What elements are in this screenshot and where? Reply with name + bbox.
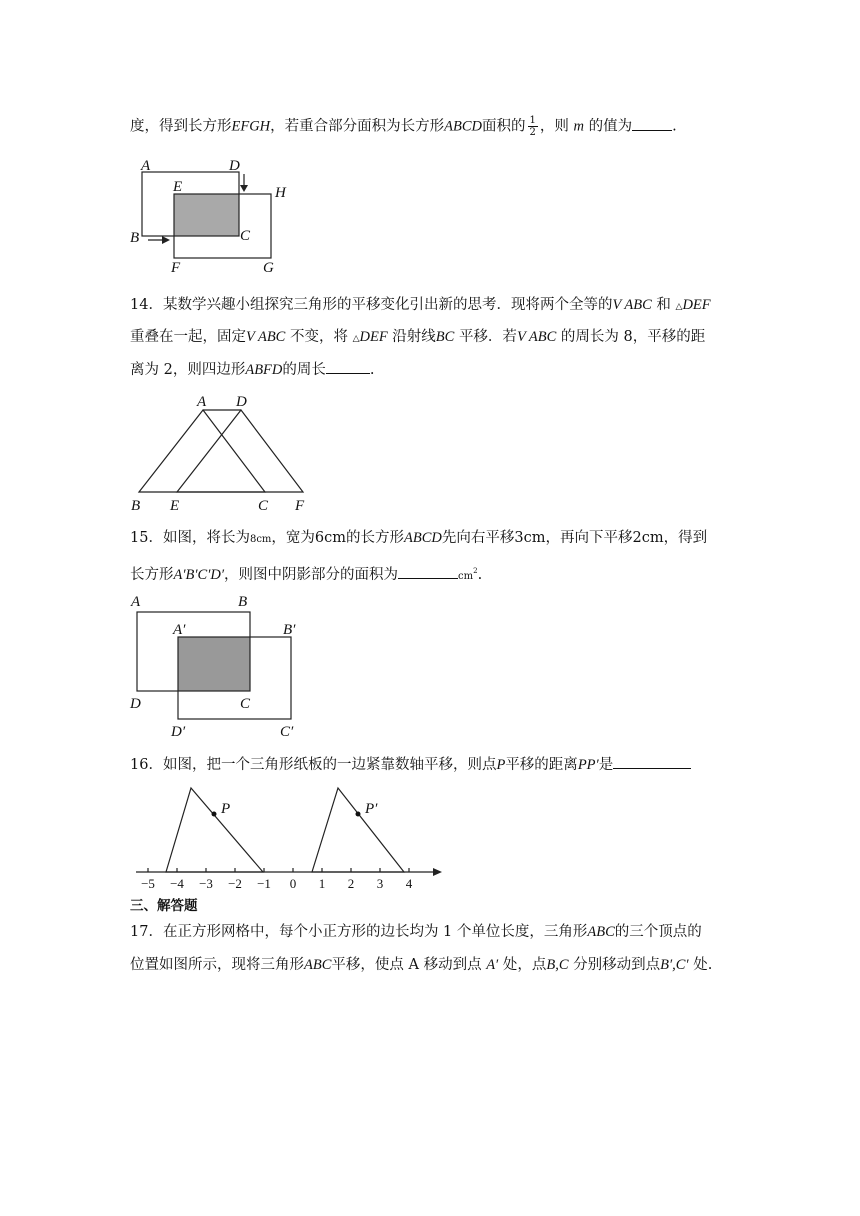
shift-down-value: 2cm [632, 530, 664, 546]
q14-figure [125, 388, 325, 518]
tick-label: 0 [289, 876, 297, 891]
point-p [212, 812, 217, 817]
tick-label: 4 [405, 876, 413, 891]
var-abcd: ABCD [444, 118, 483, 135]
q14-l2-e: 的周长为 8，平移的距 [560, 329, 706, 345]
q14-line-3 [130, 359, 375, 380]
axis-arrowhead-icon [433, 868, 442, 876]
q14-line-2 [130, 327, 705, 349]
triangle-symbol-icon: △ [675, 302, 683, 312]
triangle-def [177, 410, 303, 492]
var-abcd-prime: A′B′C′D′ [173, 566, 225, 583]
label-c: C [258, 498, 269, 514]
q16-figure [130, 782, 450, 892]
q17-l2-d: 分别移动到点 [573, 957, 661, 973]
var-b-c: B,C [546, 957, 569, 973]
var-pp-prime: PP′ [577, 757, 599, 773]
label-f: F [171, 260, 181, 276]
q13-text-c: 面积的 [482, 118, 526, 135]
q15-figure [125, 588, 325, 748]
section-heading: 三、解答题 [130, 898, 198, 914]
label-d: D [130, 696, 141, 712]
q17-l2-e: 处. [693, 957, 713, 973]
q15-line-2 [130, 561, 482, 587]
q17-l1-b: 的三个顶点的 [614, 924, 702, 940]
point-p-prime [356, 812, 361, 817]
answer-blank-15[interactable] [398, 564, 458, 579]
q15-l1-d: 先向右平移 [441, 530, 515, 546]
q15-l2-a: 长方形 [130, 566, 174, 583]
width-value: 6cm [314, 530, 347, 546]
var-p: P [496, 757, 506, 773]
label-a: A [131, 594, 141, 610]
label-p: P [221, 801, 231, 817]
label-a-prime: A′ [173, 622, 186, 638]
label-f: F [295, 498, 305, 514]
q13-figure [120, 150, 300, 280]
label-h: H [275, 185, 286, 201]
overlap-shaded-region [174, 194, 239, 236]
q17-line-1 [130, 922, 702, 942]
shift-right-value: 3cm [514, 530, 546, 546]
label-b: B [238, 594, 248, 610]
tick-label: 1 [318, 876, 326, 891]
var-m: m [573, 118, 584, 135]
triangle-symbol-icon: △ [352, 334, 360, 344]
q15-l1-c: 的长方形 [346, 530, 405, 546]
answer-blank-13[interactable] [632, 116, 672, 131]
q13-text-d: ，则 [539, 118, 569, 135]
tick-label: −2 [228, 876, 242, 891]
q15-line-1 [130, 528, 707, 550]
q14-l2-d: 平移．若 [458, 329, 517, 345]
q15-l1-e: ，再向下平移 [545, 530, 633, 546]
label-b: B [130, 230, 140, 246]
var-abfd: ABFD [245, 362, 283, 378]
var-abcd: ABCD [404, 530, 442, 546]
fraction-one-half [528, 115, 538, 138]
tick-label: −1 [257, 876, 271, 891]
label-e: E [173, 179, 183, 195]
q14-l3-c: . [369, 362, 375, 378]
right-arrowhead-icon [162, 236, 170, 244]
var-triangle-def: DEF [359, 329, 388, 345]
q14-l2-b: 不变，将 [289, 329, 348, 345]
triangle-original [166, 788, 263, 872]
label-d: D [236, 394, 247, 410]
label-e: E [170, 498, 180, 514]
label-b-prime: B′ [283, 622, 296, 638]
var-abc: ABC [304, 957, 332, 973]
q17-l1-a: 17．在正方形网格中，每个小正方形的边长均为 1 个单位长度，三角形 [130, 924, 588, 940]
q13-text [130, 115, 677, 138]
var-triangle-abc: V ABC [516, 329, 557, 345]
label-d: D [229, 158, 240, 174]
q13-text-f: . [672, 118, 677, 135]
q17-l2-a: 位置如图所示，现将三角形 [130, 957, 304, 973]
q15-l1-f: ，得到 [663, 530, 708, 546]
label-c: C [240, 228, 251, 244]
frac-denominator: 2 [529, 127, 536, 138]
label-d-prime: D′ [171, 724, 186, 740]
q14-l1-a: 14．某数学兴趣小组探究三角形的平移变化引出新的思考．现将两个全等的 [130, 297, 613, 313]
unit-cm: cm [458, 570, 474, 582]
q17-l2-b: 平移，使点 A 移动到点 [331, 957, 482, 973]
label-a: A [141, 158, 151, 174]
var-triangle-abc: V ABC [612, 297, 652, 313]
tick-label: −4 [170, 876, 184, 891]
tick-label: 2 [347, 876, 355, 891]
tick-label: −3 [199, 876, 213, 891]
q14-line-1 [130, 295, 711, 317]
q17-l2-c: 处，点 [502, 957, 547, 973]
var-triangle-def: DEF [682, 297, 711, 313]
length-value: 8cm [249, 534, 272, 545]
q13-text-e: 的值为 [588, 118, 633, 135]
triangle-translated [312, 788, 404, 872]
var-a-prime: A′ [486, 957, 499, 973]
var-abc: ABC [587, 924, 615, 940]
var-b-c-prime: B′,C′ [660, 957, 689, 973]
q17-line-2 [130, 955, 712, 975]
q16-text-b: 平移的距离 [505, 757, 578, 773]
q14-l2-c: 沿射线 [392, 329, 436, 345]
q16-text-c: 是 [598, 757, 614, 773]
answer-blank-14[interactable] [326, 359, 370, 374]
q15-l1-b: ，宽为 [271, 530, 315, 546]
down-arrowhead-icon [240, 185, 248, 192]
q14-l3-a: 离为 2，则四边形 [130, 362, 246, 378]
q16-text [130, 754, 691, 775]
q13-text-b: ，若重合部分面积为长方形 [270, 118, 445, 135]
label-b: B [131, 498, 141, 514]
label-a: A [197, 394, 207, 410]
q14-l1-b: 和 [656, 297, 671, 313]
unit-exponent: 2 [473, 567, 478, 575]
label-c-prime: C′ [280, 724, 294, 740]
answer-blank-16[interactable] [613, 754, 691, 769]
triangle-abc [139, 410, 265, 492]
label-c: C [240, 696, 251, 712]
q14-l3-b: 的周长 [282, 362, 326, 378]
q14-l2-a: 重叠在一起，固定 [130, 329, 246, 345]
tick-label: −5 [141, 876, 155, 891]
q15-l2-c: . [477, 566, 483, 583]
q15-l2-b: ，则图中阴影部分的面积为 [224, 566, 399, 583]
var-efgh: EFGH [231, 118, 271, 135]
frac-numerator: 1 [529, 115, 536, 126]
tick-label: 3 [376, 876, 384, 891]
q15-l1-a: 15．如图，将长为 [130, 530, 250, 546]
q16-text-a: 16．如图，把一个三角形纸板的一边紧靠数轴平移，则点 [130, 757, 497, 773]
label-g: G [263, 260, 274, 276]
label-p-prime: P′ [365, 801, 378, 817]
overlap-shaded-region [178, 637, 250, 691]
var-bc: BC [435, 329, 455, 345]
q13-text-a: 度，得到长方形 [130, 118, 232, 135]
var-triangle-abc: V ABC [246, 329, 286, 345]
